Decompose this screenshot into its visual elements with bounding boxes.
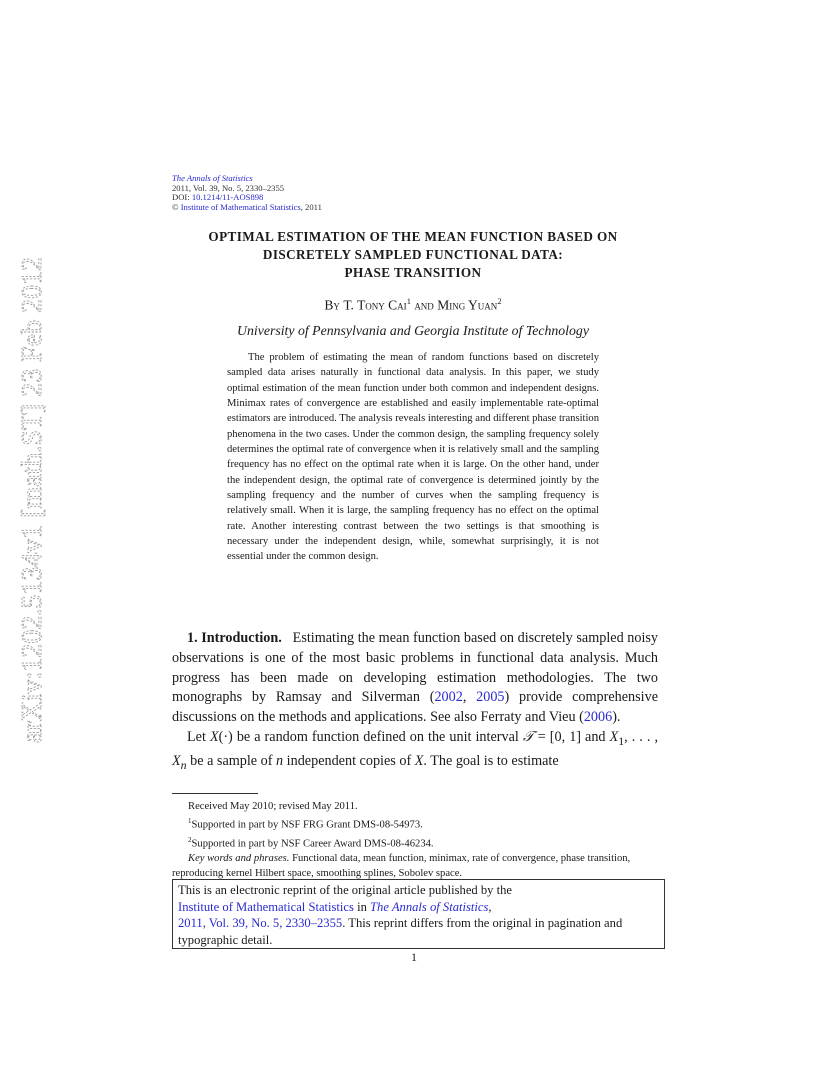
journal-volume: 2011, Vol. 39, No. 5, 2330–2355 [172,182,285,193]
affiliation: University of Pennsylvania and Georgia Institute of Technology [237,323,589,338]
arxiv-stamp [4,255,52,745]
publisher-link[interactable]: Institute of Mathematical Statistics [180,201,301,212]
copyright-icon: © [172,201,179,212]
intro-paragraph-1: 1. Introduction. Estimating the mean function based on discretely sampled noisy observations is one of the most basic problems in functional data analysis. Much progress has been made on developing estimation methodologies. The two monographs by Ramsay and Silverman (2002, 2005) provide comprehensive discussions on the methods and applications. See also Ferraty and Vieu (2006). [172,630,659,726]
copyright-year: , 2011 [300,201,322,212]
footnotes [172,800,660,881]
citation-2005[interactable]: 2005 [476,689,505,706]
keywords-list: Functional data, mean function, minimax, rate of convergence, phase transition, reproducing kernel Hilbert space, smoothing splines, Sobolev space. [172,853,631,879]
abstract-text: The problem of estimating the mean of random functions based on discretely sampled data arises naturally in functional data analysis. In this paper, we study optimal estimation of the mean function under both common and independent designs. Minimax rates of convergence are established and easily implementable rate-optimal estimators are introduced. The analysis reveals interesting and different phase transition phenomena in the two cases. Under the common design, the sampling frequency solely determines the optimal rate of convergence when it is relatively small and the sampling frequency has no effect on the optimal rate when it is large. On the other hand, under the independent design, the optimal rate of convergence is determined jointly by the sampling frequency and the number of curves when the sampling frequency is relatively small. When it is large, the sampling frequency has no effect on the optimal rate. Another interesting contrast between the two settings is that smoothing is necessary under the independent design, while, somewhat surprisingly, it is not essential under the common design. [227,352,599,563]
publisher-link-2[interactable]: Institute of Mathematical Statistics [178,899,354,914]
section-introduction [172,629,658,775]
doi-link[interactable]: 10.1214/11-AOS898 [191,192,264,203]
keywords-label: Key words and phrases. [188,853,290,865]
citation-2006[interactable]: 2006 [583,709,613,726]
page-number: 1 [411,950,417,964]
reprint-notice-box: This is an electronic reprint of the original article published by the Institute of Mathematical Statistics in The Annals of Statistics, 2011, Vol. 39, No. 5, 2330–2355. This reprint differs from the original in pagination and typographic detail. [172,879,665,949]
arxiv-stamp-text: arXiv:1202.5134v1 [math.ST] 23 Feb 2012 [17,256,48,743]
citation-2002[interactable]: 2002 [434,689,463,706]
issue-link[interactable]: 2011, Vol. 39, No. 5, 2330–2355 [178,916,343,931]
authors [150,296,676,314]
footnote-1: $^1$Supported in part by NSF FRG Grant DMS-08-54973. [188,817,423,831]
author-2: Ming Yuan [437,297,498,313]
doi-label: DOI: [172,192,192,203]
and-label: and [414,297,434,313]
author-2-footnote-mark: 2 [497,296,502,306]
footnote-rule [172,793,258,794]
footnote-2: $^2$Supported in part by NSF Career Award DMS-08-46234. [188,836,434,850]
section-heading: 1. Introduction. [187,630,282,646]
journal-link[interactable]: The Annals of Statistics [370,899,489,914]
title-line-3: PHASE TRANSITION [344,265,482,280]
abstract [227,350,599,565]
intro-paragraph-2: Let X(·) be a random function defined on the unit interval 𝒯 = [0, 1] and $X_1$, . . . , $X_n$ be a sample of n independent copies of X. The goal is to estimate [172,728,659,772]
paper-title [150,228,676,282]
journal-copyright [172,203,322,213]
author-1: T. Tony Cai [343,297,407,313]
title-line-1: OPTIMAL ESTIMATION OF THE MEAN FUNCTION BASED ON [208,229,618,244]
title-line-2: DISCRETELY SAMPLED FUNCTIONAL DATA: [262,247,564,262]
by-label: By [324,297,340,313]
journal-name[interactable]: The Annals of Statistics [172,173,253,183]
received-note: Received May 2010; revised May 2011. [188,801,358,812]
author-1-footnote-mark: 1 [406,296,411,306]
journal-info [172,174,322,212]
keywords [172,852,660,881]
